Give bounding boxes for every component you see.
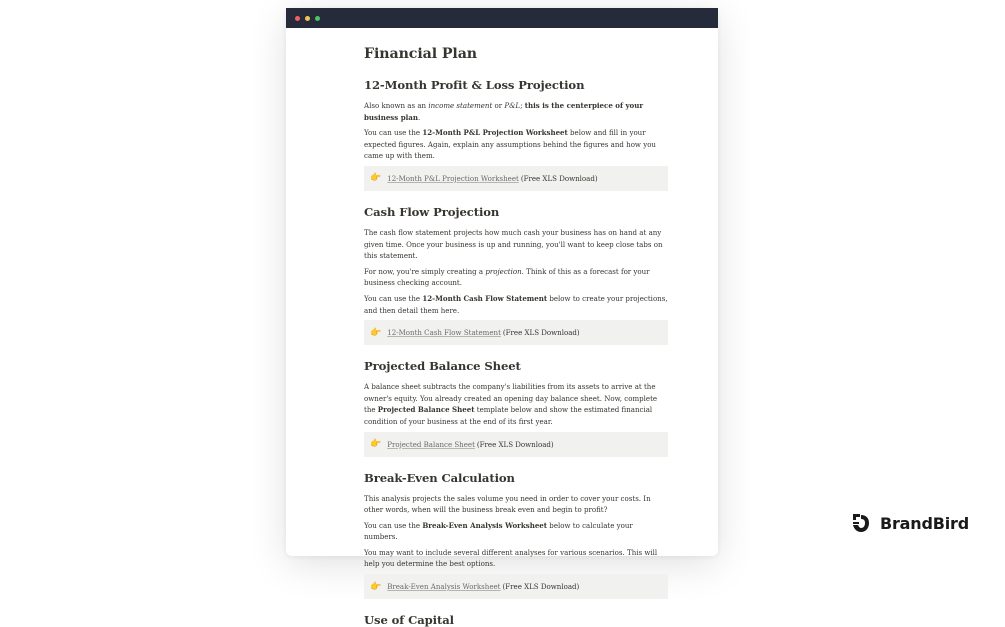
- paragraph-breakeven-worksheet: You can use the Break-Even Analysis Worksheet below to calculate your numbers.: [364, 520, 633, 542]
- callout-breakeven-download: [364, 574, 668, 599]
- document-content: [364, 28, 668, 627]
- page-title: Financial Plan: [364, 46, 478, 62]
- heading-break-even: Break-Even Calculation: [364, 470, 515, 485]
- brandbird-watermark: [850, 512, 969, 534]
- heading-profit-loss: 12-Month Profit & Loss Projection: [364, 78, 585, 92]
- callout-suffix: (Free XLS Download): [476, 439, 554, 449]
- callout-balance-download: [364, 432, 668, 457]
- link-breakeven-worksheet[interactable]: Break-Even Analysis Worksheet: [387, 582, 501, 592]
- paragraph-pl-intro: Also known as an income statement or P&L; this is the centerpiece of your business plan.: [364, 101, 644, 122]
- link-balance-sheet[interactable]: Projected Balance Sheet: [387, 439, 475, 449]
- pointing-hand-icon: 👉: [370, 173, 382, 184]
- callout-cash-download: [364, 320, 668, 345]
- callout-suffix: (Free XLS Download): [502, 582, 580, 592]
- section-profit-loss: [364, 78, 668, 191]
- link-cash-statement[interactable]: 12-Month Cash Flow Statement: [387, 328, 501, 338]
- callout-suffix: (Free XLS Download): [502, 328, 580, 338]
- minimize-window-dot[interactable]: [305, 16, 310, 21]
- pointing-hand-icon: 👉: [370, 581, 382, 592]
- paragraph-cash-worksheet: You can use the 12-Month Cash Flow Statement below to create your projections, and then detail them here.: [364, 293, 668, 315]
- paragraph-cash-intro: The cash flow statement projects how much cash your business has on hand at any given time. Once your business is up and running, you'll want to keep close tabs on this statement.: [364, 227, 663, 261]
- section-cash-flow: [364, 205, 668, 345]
- pointing-hand-icon: 👉: [370, 327, 382, 338]
- brand-name: BrandBird: [880, 513, 969, 533]
- paragraph-cash-projection: For now, you're simply creating a projection. Think of this as a forecast for your business checking account.: [364, 266, 650, 288]
- heading-cash-flow: Cash Flow Projection: [364, 204, 500, 219]
- pointing-hand-icon: 👉: [370, 439, 382, 449]
- heading-balance-sheet: Projected Balance Sheet: [364, 359, 521, 374]
- brandbird-logo-icon: [850, 512, 872, 534]
- window-titlebar: [286, 8, 718, 28]
- section-break-even: [364, 471, 668, 600]
- paragraph-breakeven-scenarios: You may want to include several different analyses for various scenarios. This will help you determine the best options.: [364, 547, 658, 569]
- close-window-dot[interactable]: [295, 16, 300, 21]
- paragraph-breakeven-intro: This analysis projects the sales volume you need in order to cover your costs. In other words, when will the business break even and begin to profit?: [364, 493, 651, 515]
- link-pl-worksheet[interactable]: 12-Month P&L Projection Worksheet: [387, 173, 519, 183]
- callout-suffix: (Free XLS Download): [520, 173, 598, 183]
- maximize-window-dot[interactable]: [315, 16, 320, 21]
- section-balance-sheet: [364, 359, 668, 456]
- document-window: [286, 8, 718, 627]
- section-use-of-capital: [364, 613, 668, 627]
- paragraph-pl-worksheet: You can use the 12-Month P&L Projection Worksheet below and fill in your expected figures. Again, explain any assumptions behind the figures and how you came up with them.: [364, 128, 656, 161]
- callout-pl-download: [364, 166, 668, 191]
- heading-use-of-capital: Use of Capital: [364, 613, 454, 627]
- paragraph-balance-intro: A balance sheet subtracts the company's liabilities from its assets to arrive at the owner's equity. You already created an opening day balance sheet. Now, complete the Projected Balance Sheet template below and show the estimated financial condition of your business at the end of its first year.: [364, 382, 658, 426]
